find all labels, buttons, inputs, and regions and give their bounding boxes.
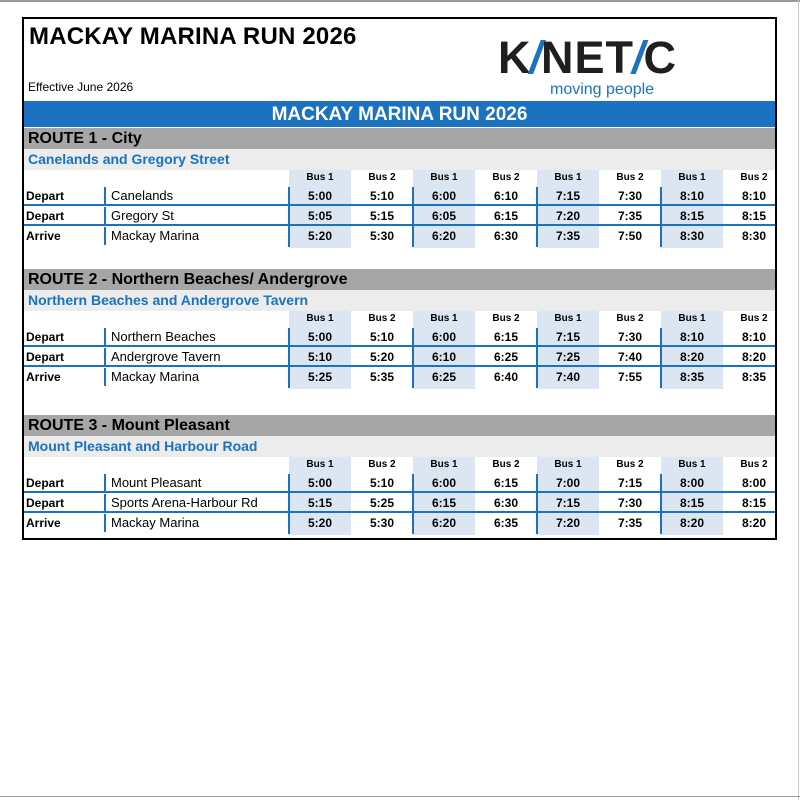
route-3 [24, 415, 775, 537]
departure-time: 5:30 [369, 516, 395, 530]
bus-header: Bus 1 [306, 172, 334, 183]
departure-time: 8:30 [679, 229, 705, 243]
departure-time: 7:40 [617, 350, 643, 364]
departure-time: 5:10 [369, 476, 395, 490]
timetable-row [24, 473, 775, 493]
bus-header: Bus 2 [492, 313, 520, 324]
departure-time: 5:30 [369, 229, 395, 243]
stop-type: Depart [26, 330, 65, 344]
bus-header: Bus 1 [430, 172, 458, 183]
bus-header: Bus 1 [430, 459, 458, 470]
stop-name: Gregory St [104, 207, 174, 225]
route-1 [24, 128, 775, 250]
departure-time: 7:35 [555, 229, 581, 243]
effective-date: Effective June 2026 [28, 80, 134, 94]
departure-time: 8:15 [741, 496, 767, 510]
departure-time: 5:00 [307, 189, 333, 203]
departure-time: 8:10 [741, 189, 767, 203]
stop-name: Mackay Marina [104, 368, 199, 386]
timetable-row [24, 327, 775, 347]
departure-time: 6:25 [431, 370, 457, 384]
page-top-rule [0, 0, 800, 2]
bus-header: Bus 2 [616, 172, 644, 183]
logo-slash-icon: / [529, 32, 544, 83]
departure-time: 6:15 [431, 496, 457, 510]
departure-time: 5:15 [369, 209, 395, 223]
logo-part-3: C [643, 32, 678, 83]
logo-slash-icon: / [632, 32, 646, 83]
logo-tagline: moving people [550, 81, 655, 98]
document-title: MACKAY MARINA RUN 2026 [29, 23, 357, 50]
departure-time: 7:15 [555, 330, 581, 344]
stop-type: Arrive [26, 516, 61, 530]
bus-header: Bus 2 [740, 313, 768, 324]
departure-time: 7:15 [555, 189, 581, 203]
route-subtitle-text: Northern Beaches and Andergrove Tavern [28, 292, 309, 308]
route-2 [24, 269, 775, 391]
departure-time: 8:35 [679, 370, 705, 384]
page-bottom-rule [0, 796, 800, 797]
departure-time: 6:10 [431, 350, 457, 364]
departure-time: 5:00 [307, 476, 333, 490]
route-name: ROUTE 2 - Northern Beaches/ Andergrove [28, 271, 348, 288]
departure-time: 6:00 [431, 476, 457, 490]
departure-time: 5:15 [307, 496, 333, 510]
departure-time: 6:35 [493, 516, 519, 530]
bus-header: Bus 1 [430, 313, 458, 324]
timetable-row [24, 186, 775, 206]
departure-time: 8:15 [679, 209, 705, 223]
logo-part-1: K [498, 32, 532, 83]
bus-header: Bus 2 [616, 459, 644, 470]
departure-time: 8:20 [679, 350, 705, 364]
departure-time: 8:00 [741, 476, 767, 490]
departure-time: 7:35 [617, 516, 643, 530]
departure-time: 5:00 [307, 330, 333, 344]
stop-name: Mackay Marina [104, 514, 199, 532]
departure-time: 7:30 [617, 330, 643, 344]
route-subtitle [24, 149, 775, 170]
departure-time: 8:10 [679, 189, 705, 203]
departure-time: 7:20 [555, 516, 581, 530]
bus-header: Bus 2 [492, 172, 520, 183]
departure-time: 8:00 [679, 476, 705, 490]
timetable-row [24, 226, 775, 246]
departure-time: 7:40 [555, 370, 581, 384]
departure-time: 6:15 [493, 209, 519, 223]
route-header [24, 415, 775, 436]
bus-header: Bus 2 [368, 313, 396, 324]
departure-time: 6:40 [493, 370, 519, 384]
departure-time: 5:20 [307, 229, 333, 243]
stop-type: Depart [26, 476, 65, 490]
bus-header: Bus 1 [678, 313, 706, 324]
departure-time: 5:25 [369, 496, 395, 510]
stop-name: Sports Arena-Harbour Rd [104, 494, 258, 512]
bus-header: Bus 1 [306, 459, 334, 470]
departure-time: 7:15 [617, 476, 643, 490]
departure-time: 6:25 [493, 350, 519, 364]
bus-header: Bus 1 [306, 313, 334, 324]
departure-time: 7:15 [555, 496, 581, 510]
departure-time: 6:30 [493, 229, 519, 243]
route-subtitle-text: Mount Pleasant and Harbour Road [28, 438, 258, 454]
timetable-sheet [22, 17, 777, 540]
departure-time: 6:30 [493, 496, 519, 510]
stop-name: Mount Pleasant [104, 474, 201, 492]
bus-header: Bus 1 [554, 172, 582, 183]
route-header [24, 269, 775, 290]
bus-header: Bus 1 [678, 459, 706, 470]
stop-name: Andergrove Tavern [104, 348, 221, 366]
bus-header: Bus 2 [740, 459, 768, 470]
bus-header: Bus 2 [368, 172, 396, 183]
departure-time: 6:10 [493, 189, 519, 203]
departure-time: 7:50 [617, 229, 643, 243]
departure-time: 8:15 [679, 496, 705, 510]
timetable-row [24, 513, 775, 533]
timetable-row [24, 347, 775, 367]
departure-time: 5:10 [307, 350, 333, 364]
departure-time: 8:10 [679, 330, 705, 344]
departure-time: 8:15 [741, 209, 767, 223]
departure-time: 7:20 [555, 209, 581, 223]
departure-time: 6:20 [431, 516, 457, 530]
departure-time: 6:05 [431, 209, 457, 223]
route-subtitle-text: Canelands and Gregory Street [28, 151, 230, 167]
departure-time: 6:20 [431, 229, 457, 243]
departure-time: 7:55 [617, 370, 643, 384]
route-name: ROUTE 1 - City [28, 130, 142, 147]
route-name: ROUTE 3 - Mount Pleasant [28, 417, 230, 434]
timetable-row [24, 493, 775, 513]
departure-time: 8:30 [741, 229, 767, 243]
timetable-row [24, 206, 775, 226]
departure-time: 8:10 [741, 330, 767, 344]
route-header [24, 128, 775, 149]
departure-time: 8:20 [741, 350, 767, 364]
bus-header: Bus 2 [616, 313, 644, 324]
logo-part-2: NET [541, 32, 635, 83]
timetable-row [24, 367, 775, 387]
stop-name: Northern Beaches [104, 328, 216, 346]
departure-time: 7:35 [617, 209, 643, 223]
departure-time: 8:20 [741, 516, 767, 530]
stop-type: Depart [26, 189, 65, 203]
stop-type: Depart [26, 350, 65, 364]
stop-name: Canelands [104, 187, 173, 205]
stop-name: Mackay Marina [104, 227, 199, 245]
logo-wordmark [498, 33, 677, 83]
departure-time: 6:00 [431, 189, 457, 203]
departure-time: 7:25 [555, 350, 581, 364]
bus-header: Bus 2 [740, 172, 768, 183]
departure-time: 5:35 [369, 370, 395, 384]
stop-type: Depart [26, 209, 65, 223]
departure-time: 6:15 [493, 476, 519, 490]
departure-time: 7:00 [555, 476, 581, 490]
title-banner: MACKAY MARINA RUN 2026 [24, 101, 775, 127]
departure-time: 5:20 [307, 516, 333, 530]
bus-header: Bus 1 [554, 313, 582, 324]
stop-type: Arrive [26, 229, 61, 243]
bus-header: Bus 2 [492, 459, 520, 470]
bus-header: Bus 1 [554, 459, 582, 470]
stop-type: Depart [26, 496, 65, 510]
bus-header: Bus 1 [678, 172, 706, 183]
departure-time: 8:20 [679, 516, 705, 530]
page-right-rule [798, 0, 799, 800]
departure-time: 6:15 [493, 330, 519, 344]
route-subtitle [24, 436, 775, 457]
stop-type: Arrive [26, 370, 61, 384]
route-subtitle [24, 290, 775, 311]
departure-time: 6:00 [431, 330, 457, 344]
bus-header: Bus 2 [368, 459, 396, 470]
departure-time: 8:35 [741, 370, 767, 384]
departure-time: 7:30 [617, 189, 643, 203]
departure-time: 5:10 [369, 189, 395, 203]
departure-time: 5:10 [369, 330, 395, 344]
departure-time: 5:20 [369, 350, 395, 364]
departure-time: 7:30 [617, 496, 643, 510]
departure-time: 5:25 [307, 370, 333, 384]
departure-time: 5:05 [307, 209, 333, 223]
